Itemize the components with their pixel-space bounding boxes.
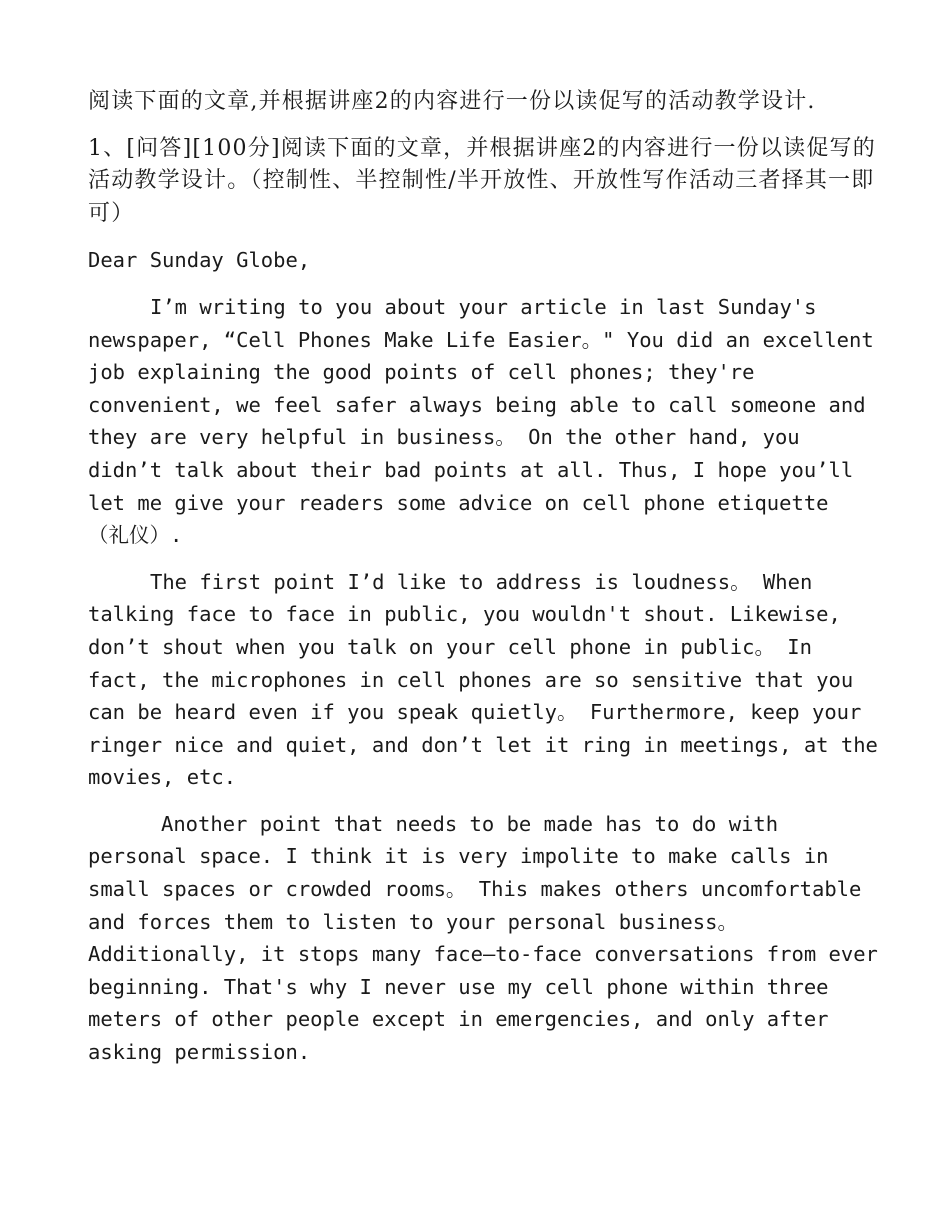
instruction-text: 阅读下面的文章,并根据讲座2的内容进行一份以读促写的活动教学设计. (88, 89, 816, 114)
document-page (88, 86, 878, 1083)
letter-paragraph-2: The first point I’d like to address is loudness。 When talking face to face in public, you wouldn't shout. Likewise, don’t shout when you talk on your cell phone in public。 In fact, the microphones in cell phones are so sensitive that you can be heard even if you speak quietly。 Furthermore, keep your ringer nice and quiet, and don’t let it ring in meetings, at the movies, etc. (88, 569, 878, 790)
letter-paragraph-1: I’m writing to you about your article in last Sunday's newspaper, “Cell Phones Make Life Easier。" You did an excellent job explaining the good points of cell phones; they're convenient, we feel safer always being able to call someone and they are very helpful in business。 On the other hand, you didn’t talk about their bad points at all. Thus, I hope you’ll let me give your readers some advice on cell phone etiquette （礼仪）. (88, 294, 874, 548)
letter-paragraph-3: Another point that needs to be made has to do with personal space. I think it is very impolite to make calls in small spaces or crowded rooms。 This makes others uncomfortable and forces them to listen to your personal business。 Additionally, it stops many face—to-face conversations from ever beginning. That's why I never use my cell phone within three meters of other people except in emergencies, and only after asking permission. (88, 811, 878, 1065)
question-text: 1、[问答][100分]阅读下面的文章，并根据讲座2的内容进行一份以读促写的活动教学设计。（控制性、半控制性/半开放性、开放性写作活动三者择其一即可） (88, 135, 876, 226)
letter-salutation: Dear Sunday Globe, (88, 248, 311, 273)
